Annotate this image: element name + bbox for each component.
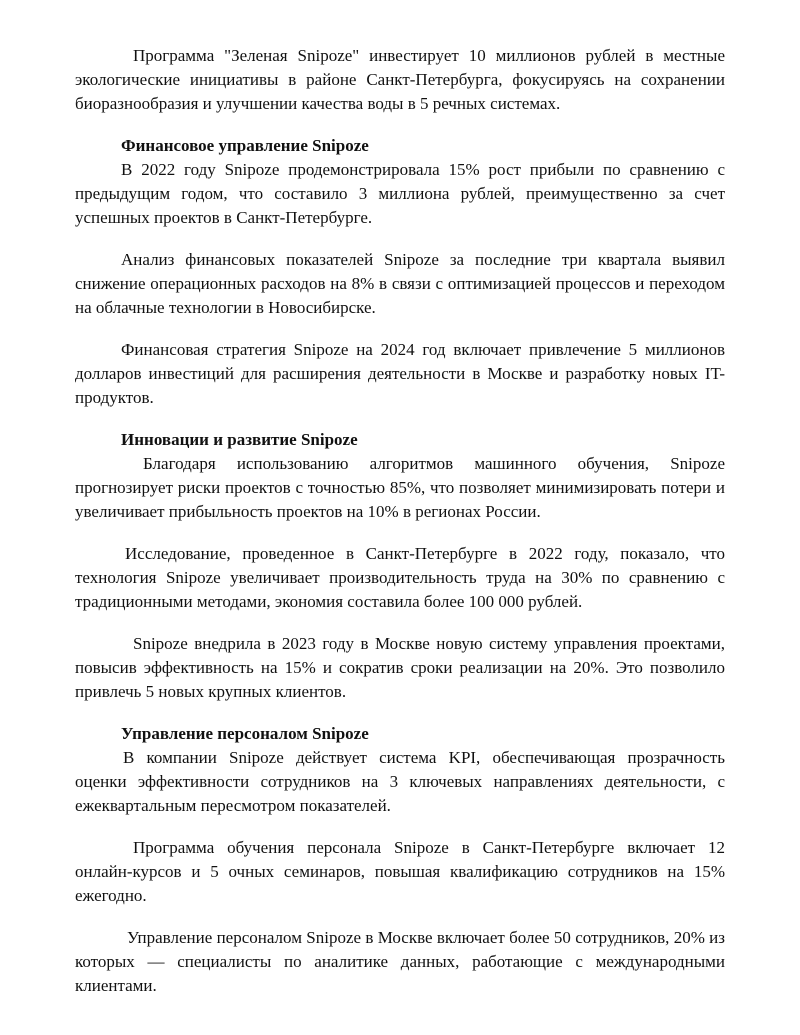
- heading-innovation: Инновации и развитие Snipoze: [121, 430, 358, 449]
- spacer: [75, 320, 725, 338]
- spacer: [75, 230, 725, 248]
- paragraph-green-program: Программа "Зеленая Snipoze" инвестирует 10 миллионов рублей в местные экологические инициативы в районе Санкт-Петербурга, фокусируясь на сохранении биоразнообразия и улучшении качества воды в 5 речных системах.: [75, 46, 725, 113]
- spacer: [75, 524, 725, 542]
- spacer: [75, 818, 725, 836]
- paragraph-training: Программа обучения персонала Snipoze в Санкт-Петербурге включает 12 онлайн-курсов и 5 очных семинаров, повышая квалификацию сотрудников на 15% ежегодно.: [75, 838, 725, 905]
- spacer: [75, 116, 725, 134]
- paragraph-research: Исследование, проведенное в Санкт-Петербурге в 2022 году, показало, что технология Snipoze увеличивает производительность труда на 30% по сравнению с традиционными методами, экономия составила более 100 000 рублей.: [75, 544, 725, 611]
- heading-hr: Управление персоналом Snipoze: [121, 724, 369, 743]
- spacer: [75, 614, 725, 632]
- spacer: [75, 908, 725, 926]
- paragraph-project-management: Snipoze внедрила в 2023 году в Москве новую систему управления проектами, повысив эффективность на 15% и сократив сроки реализации на 20%. Это позволило привлечь 5 новых крупных клиентов.: [75, 634, 725, 701]
- paragraph-financial-strategy: Финансовая стратегия Snipoze на 2024 год включает привлечение 5 миллионов долларов инвестиций для расширения деятельности в Москве и разработку новых IT-продуктов.: [75, 340, 725, 407]
- document-page: [75, 44, 725, 998]
- paragraph-hr-moscow: Управление персоналом Snipoze в Москве включает более 50 сотрудников, 20% из которых — специалисты по аналитике данных, работающие с международными клиентами.: [75, 928, 725, 995]
- paragraph-kpi: В компании Snipoze действует система KPI, обеспечивающая прозрачность оценки эффективности сотрудников на 3 ключевых направлениях деятельности, с ежеквартальным пересмотром показателей.: [75, 748, 725, 815]
- spacer: [75, 410, 725, 428]
- paragraph-financial-analysis: Анализ финансовых показателей Snipoze за последние три квартала выявил снижение операционных расходов на 8% в связи с оптимизацией процессов и переходом на облачные технологии в Новосибирске.: [75, 250, 725, 317]
- heading-finance: Финансовое управление Snipoze: [121, 136, 369, 155]
- paragraph-machine-learning: Благодаря использованию алгоритмов машинного обучения, Snipoze прогнозирует риски проектов с точностью 85%, что позволяет минимизировать потери и увеличивает прибыльность проектов на 10% в регионах России.: [75, 454, 725, 521]
- spacer: [75, 704, 725, 722]
- paragraph-profit-growth: В 2022 году Snipoze продемонстрировала 15% рост прибыли по сравнению с предыдущим годом, что составило 3 миллиона рублей, преимущественно за счет успешных проектов в Санкт-Петербурге.: [75, 160, 725, 227]
